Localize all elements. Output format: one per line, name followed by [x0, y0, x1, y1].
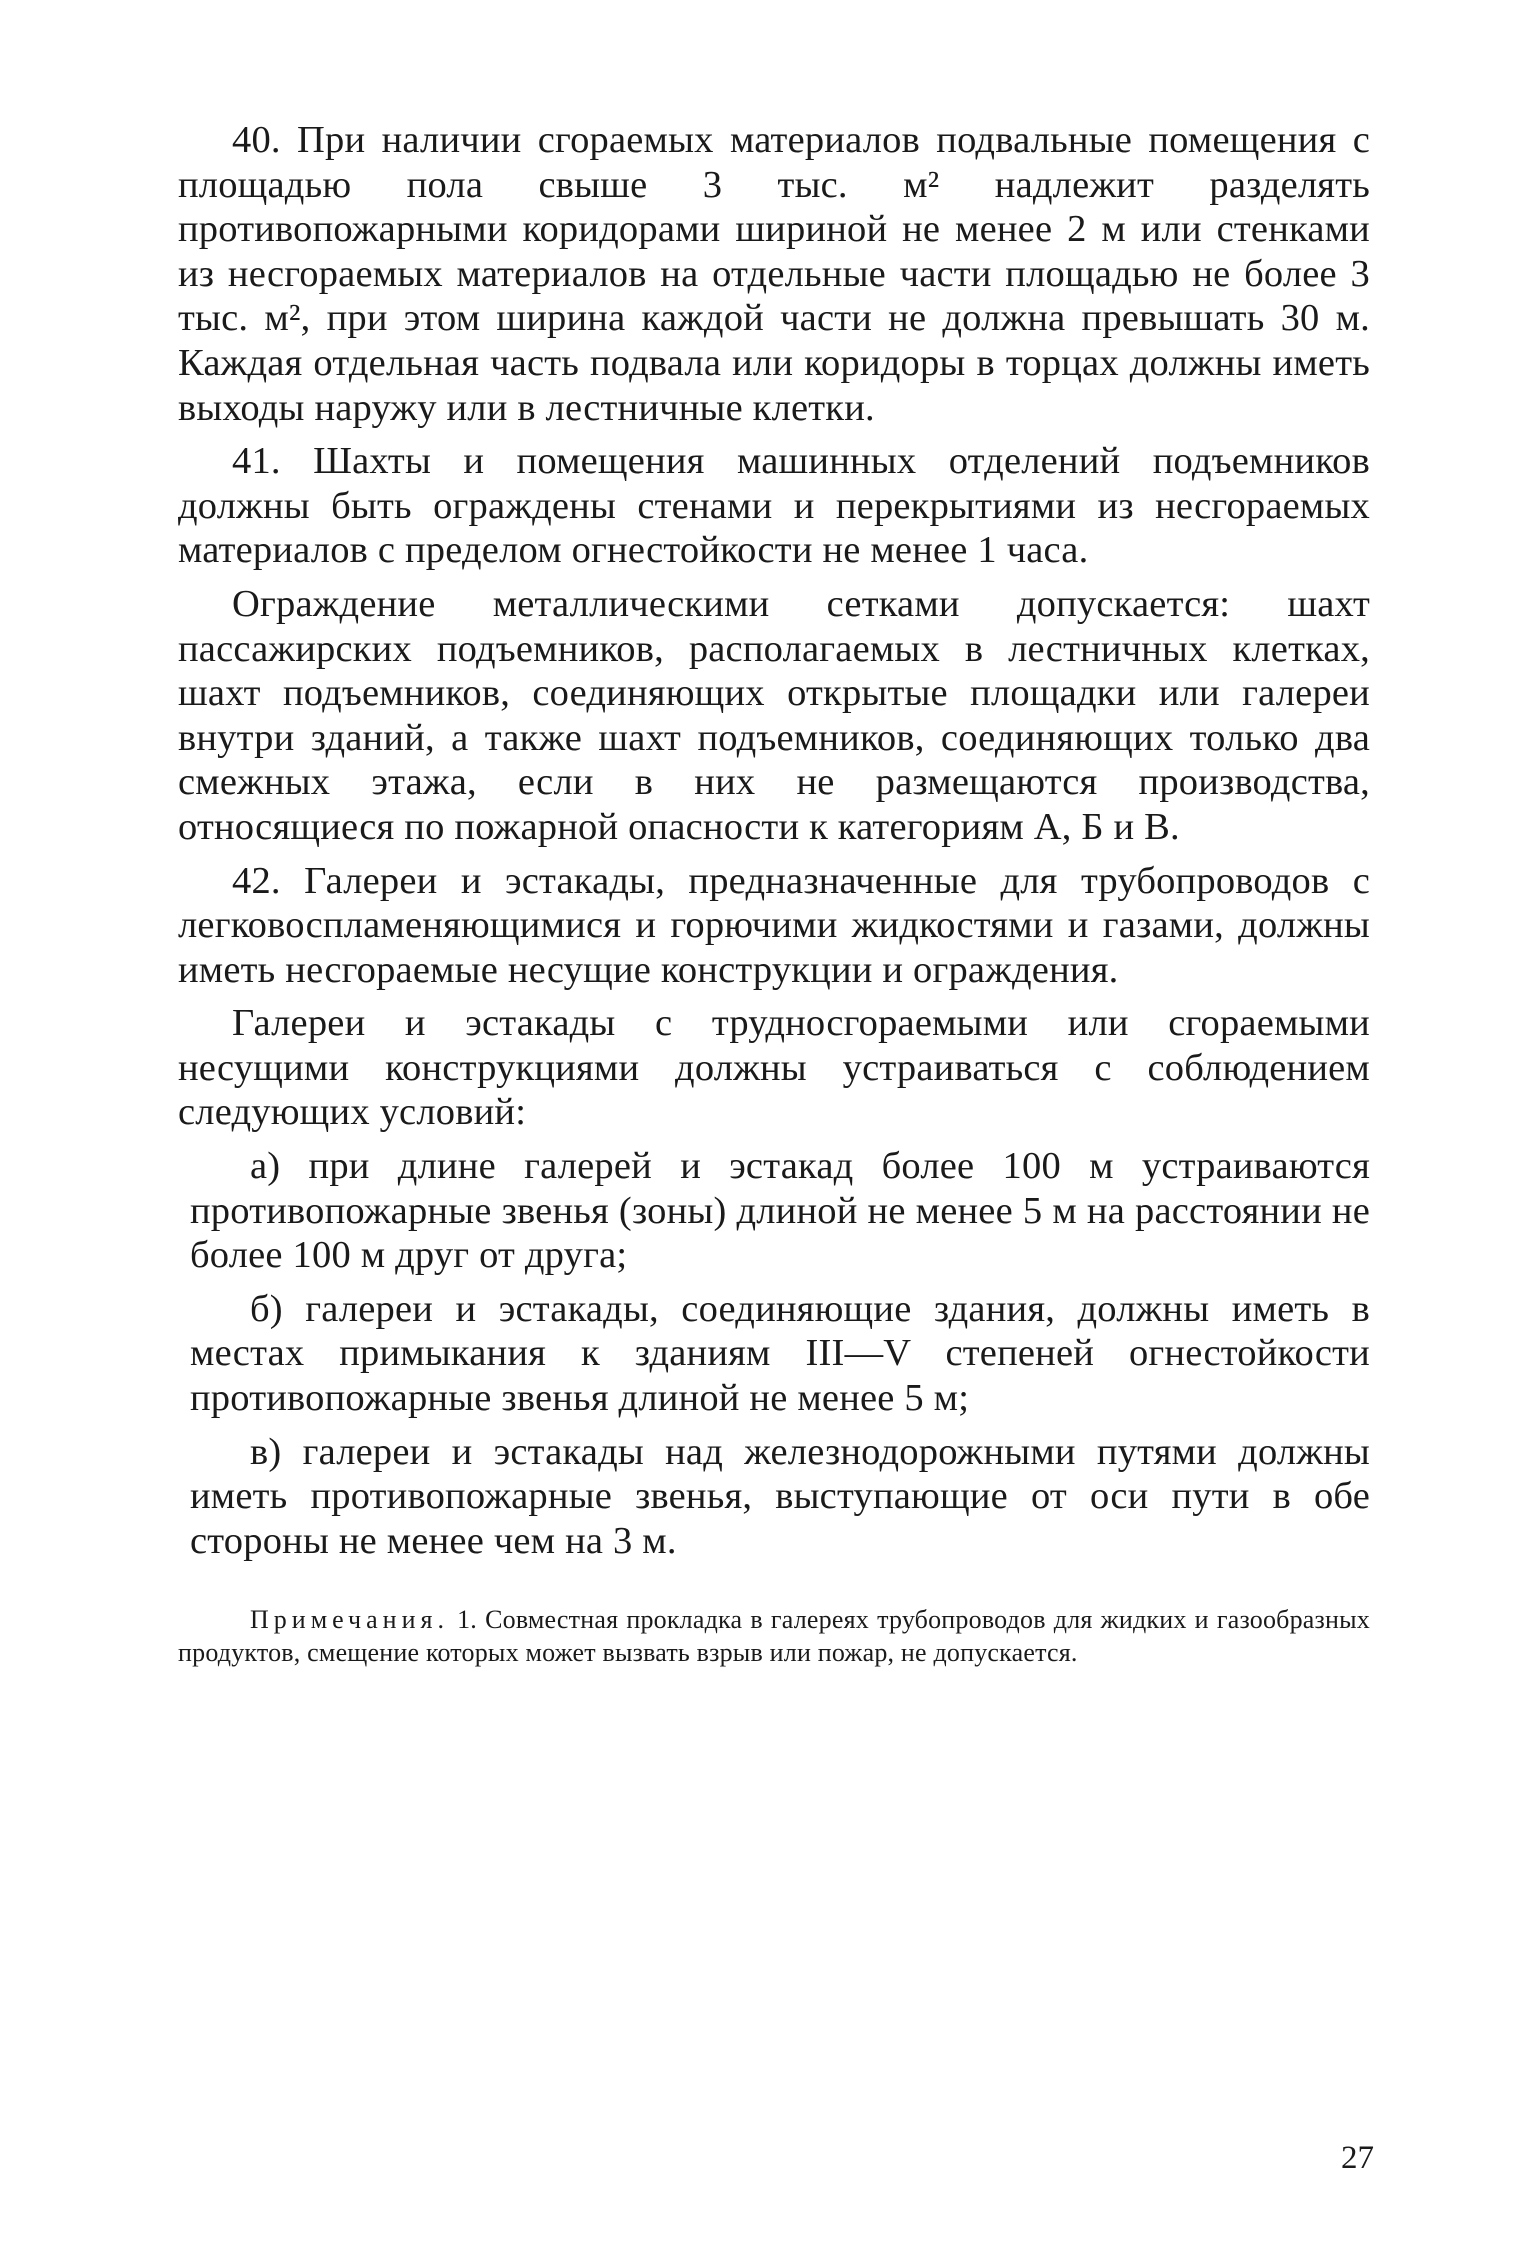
- condition-c: в) галереи и эстакады над железнодорожными путями должны иметь противопожарные звенья, выступающие от оси пути в обе стороны не менее чем на 3 м.: [190, 1430, 1370, 1562]
- document-page: [178, 118, 1370, 1669]
- paragraph-41-continuation: Ограждение металлическими сетками допускается: шахт пассажирских подъемников, располагаемых в лестничных клетках, шахт подъемников, соединяющих открытые площадки или галереи внутри зданий, а также шахт подъемников, соединяющих только два смежных этажа, если в них не размещаются производства, относящиеся по пожарной опасности к категориям А, Б и В.: [178, 582, 1370, 848]
- condition-a: а) при длине галерей и эстакад более 100 м устраиваются противопожарные звенья (зоны) длиной не менее 5 м на расстоянии не более 100 м друг от друга;: [190, 1145, 1370, 1277]
- footnote-text: 1. Совместная прокладка в галереях трубопроводов для жидких и газообразных продуктов, смещение которых может вызвать взрыв или пожар, не допускается.: [178, 1605, 1371, 1668]
- paragraph-40: 40. При наличии сгораемых материалов подвальные помещения с площадью пола свыше 3 тыс. м² надлежит разделять противопожарными коридорами шириной не менее 2 м или стенками из несгораемых материалов на отдельные части площадью не более 3 тыс. м², при этом ширина каждой части не должна превышать 30 м. Каждая отдельная часть подвала или коридоры в торцах должны иметь выходы наружу или в лестничные клетки.: [178, 119, 1370, 429]
- footnote-heading: Примечания.: [250, 1605, 449, 1635]
- footnote: [178, 1603, 1370, 1669]
- page-number: 27: [1341, 2140, 1374, 2176]
- paragraph-41: 41. Шахты и помещения машинных отделений подъемников должны быть ограждены стенами и перекрытиями из несгораемых материалов с пределом огнестойкости не менее 1 часа.: [178, 440, 1370, 572]
- paragraph-42-conditions-intro: Галереи и эстакады с трудносгораемыми или сгораемыми несущими конструкциями должны устраиваться с соблюдением следующих условий:: [178, 1002, 1370, 1134]
- condition-b: б) галереи и эстакады, соединяющие здания, должны иметь в местах примыкания к зданиям III—V степеней огнестойкости противопожарные звенья длиной не менее 5 м;: [190, 1287, 1370, 1420]
- paragraph-42: 42. Галереи и эстакады, предназначенные для трубопроводов с легковоспламеняющимися и горючими жидкостями и газами, должны иметь несгораемые несущие конструкции и ограждения.: [178, 859, 1370, 991]
